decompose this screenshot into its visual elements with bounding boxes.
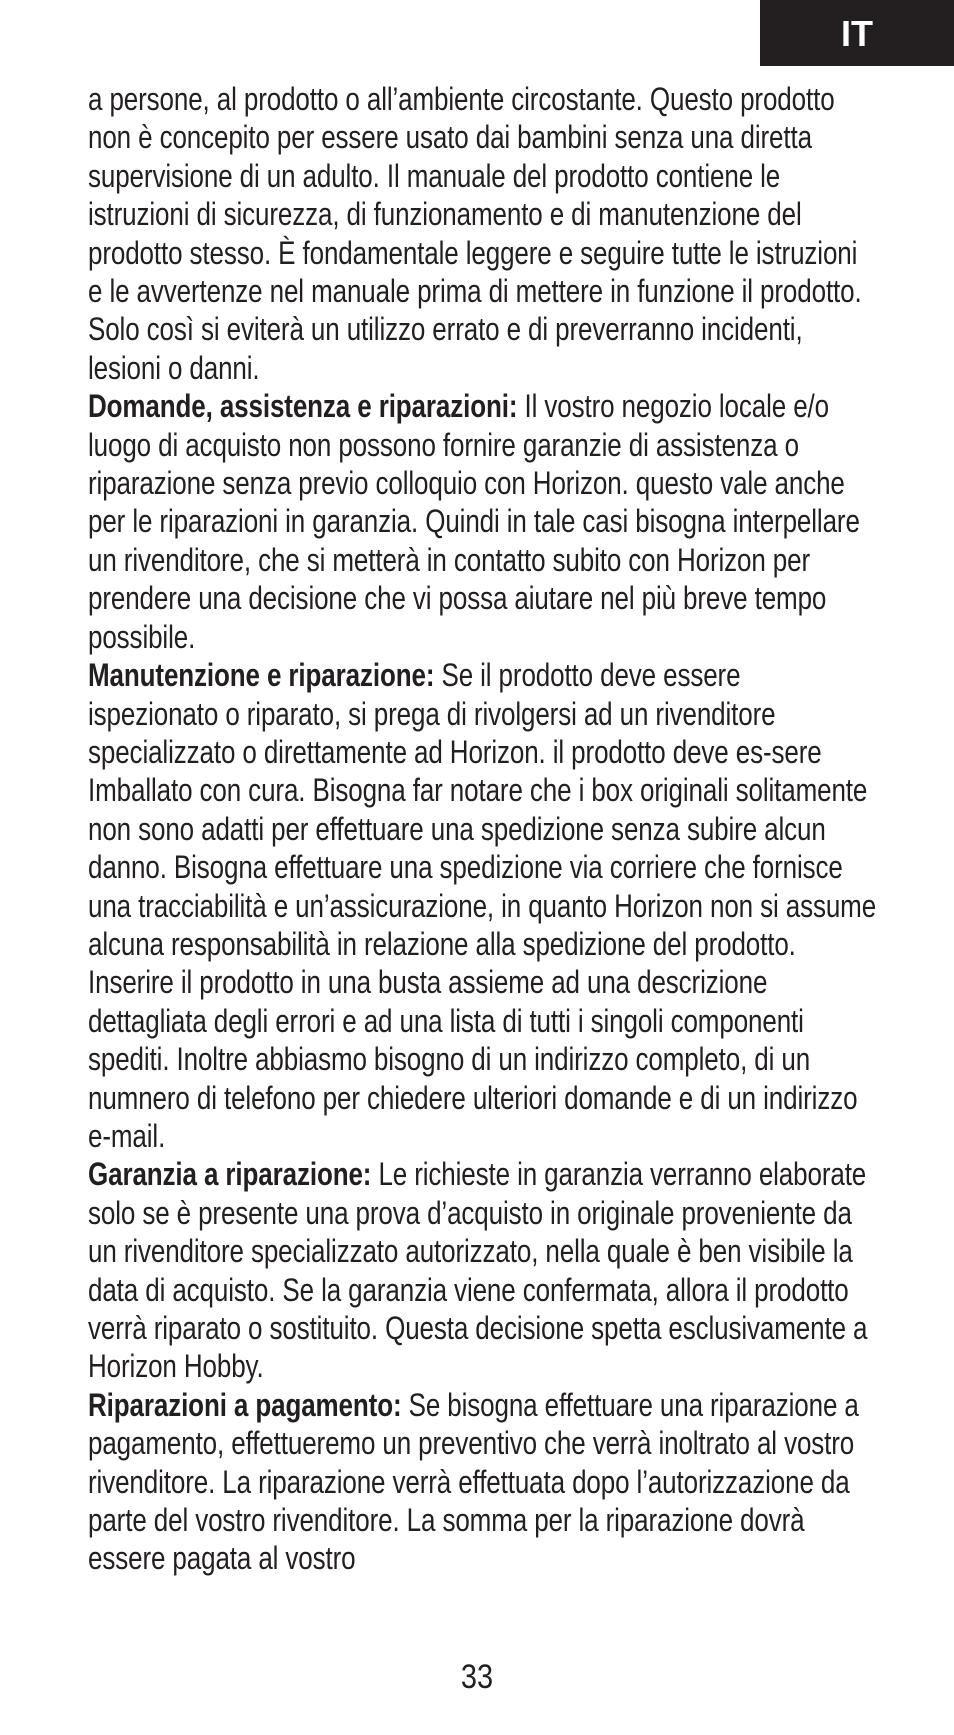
heading-questions-assistance: Domande, assistenza e riparazioni: bbox=[88, 388, 518, 425]
heading-warranty-repair: Garanzia a riparazione: bbox=[88, 1156, 372, 1193]
paragraph-paid-repairs bbox=[88, 1386, 878, 1578]
paragraph-questions-assistance-text: Il vostro negozio locale e/o luogo di acquisto non possono fornire garanzie di assistenza o riparazione senza previo colloquio con Horizon. questo vale anche per le riparazioni in garanzia. Quindi in tale casi bisogna interpellare un rivenditore, che si metterà in contatto subito con Horizon per prendere una decisione che vi possa aiutare nel più breve tempo possibile. bbox=[88, 388, 860, 655]
paragraph-safety-intro-text: a persone, al prodotto o all’ambiente circostante. Questo prodotto non è concepito per essere usato dai bambini senza una diretta supervisione di un adulto. Il manuale del prodotto contiene le istruzioni di sicurezza, di funzionamento e di manutenzione del prodotto stesso. È fondamentale leggere e seguire tutte le istruzioni e le avvertenze nel manuale prima di mettere in funzione il prodotto. Solo così si eviterà un utilizzo errato e di preverranno incidenti, lesioni o danni. bbox=[88, 81, 862, 386]
paragraph-questions-assistance bbox=[88, 387, 878, 656]
language-tab-label: IT bbox=[841, 13, 873, 54]
heading-paid-repairs: Riparazioni a pagamento: bbox=[88, 1386, 402, 1423]
document-body bbox=[88, 80, 878, 1578]
paragraph-safety-intro bbox=[88, 80, 878, 387]
page-number: 33 bbox=[460, 1658, 494, 1696]
paragraph-warranty-repair bbox=[88, 1155, 878, 1385]
paragraph-maintenance-repair-text: Se il prodotto deve essere ispezionato o riparato, si prega di rivolgersi ad un rivenditore specializzato o direttamente ad Horizon. il prodotto deve es-sere Imballato con cura. Bisogna far notare che i box originali solitamente non sono adatti per effettuare una spedizione senza subire alcun danno. Bisogna effettuare una spedizione via corriere che fornisce una tracciabilità e un’assicurazione, in quanto Horizon non si assume alcuna responsabilità in relazione alla spedizione del prodotto. Inserire il prodotto in una busta assieme ad una descrizione dettagliata degli errori e ad una lista di tutti i singoli componenti spediti. Inoltre abbiasmo bisogno di un indirizzo completo, di un numnero di telefono per chiedere ulteriori domande e di un indirizzo e-mail. bbox=[88, 657, 877, 1154]
paragraph-paid-repairs-text: Se bisogna effettuare una riparazione a pagamento, effettueremo un preventivo che verrà inoltrato al vostro rivenditore. La riparazione verrà effettuata dopo l’autorizzazione da parte del vostro rivenditore. La somma per la riparazione dovrà essere pagata al vostro bbox=[88, 1386, 859, 1577]
paragraph-maintenance-repair bbox=[88, 656, 878, 1155]
heading-maintenance-repair: Manutenzione e riparazione: bbox=[88, 657, 435, 694]
language-tab bbox=[760, 0, 954, 66]
paragraph-warranty-repair-text: Le richieste in garanzia verranno elaborate solo se è presente una prova d’acquisto in originale proveniente da un rivenditore specializzato autorizzato, nella quale è ben visibile la data di acquisto. Se la garanzia viene confermata, allora il prodotto verrà riparato o sostituito. Questa decisione spetta esclusivamente a Horizon Hobby. bbox=[88, 1156, 868, 1385]
